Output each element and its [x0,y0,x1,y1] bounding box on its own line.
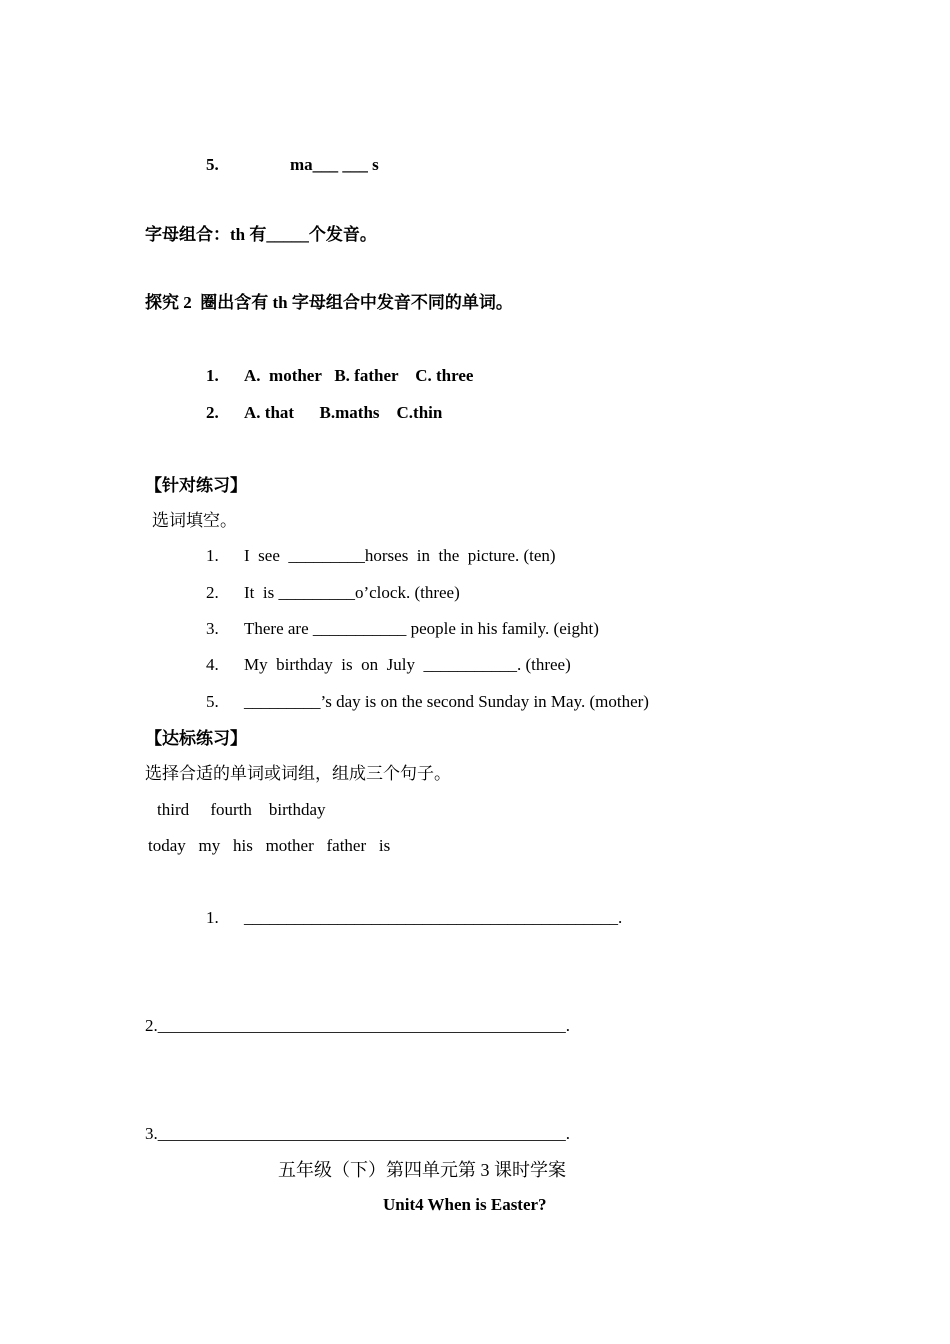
practice-item: _________’s day is on the second Sunday in May. (mother) [244,692,649,711]
practice-item-number: 4. [206,655,219,674]
word-bank-line: today my his mother father is [148,836,391,855]
explore2-item-number: 2. [206,403,219,422]
practice-item-number: 5. [206,692,219,711]
practice-item: My birthday is on July ___________. (three) [244,655,571,674]
answer-line: 2.________________________________________________. [145,1016,570,1035]
practice-item-number: 2. [206,583,219,602]
word-bank-line: third fourth birthday [157,800,326,819]
answer-line: 3.________________________________________________. [145,1124,570,1143]
practice-item: There are ___________ people in his family. (eight) [244,619,599,638]
practice-item-number: 3. [206,619,219,638]
lesson-title-en: Unit4 When is Easter? [383,1195,547,1214]
item-number: 5. [206,155,219,174]
explore2-item-number: 1. [206,366,219,385]
answer-line: ____________________________________________. [244,908,623,927]
spelling-blank-item: ma___ ___ s [290,155,379,174]
lesson-title-cn: 五年级（下）第四单元第 3 课时学案 [278,1160,566,1180]
practice-item: It is _________o’clock. (three) [244,583,460,602]
practice-item-number: 1. [206,546,219,565]
explore2-item: A. mother B. father C. three [244,366,474,385]
practice-instruction: 选词填空。 [152,511,237,530]
practice-item: I see _________horses in the picture. (ten) [244,546,556,565]
th-summary: 字母组合：th 有_____个发音。 [145,225,377,244]
target-instruction: 选择合适的单词或词组，组成三个句子。 [145,764,451,783]
answer-number: 1. [206,908,219,927]
explore2-title: 探究 2 圈出含有 th 字母组合中发音不同的单词。 [145,293,513,312]
target-heading: 【达标练习】 [145,729,247,748]
practice-heading: 【针对练习】 [145,476,247,495]
explore2-item: A. that B.maths C.thin [244,403,443,422]
